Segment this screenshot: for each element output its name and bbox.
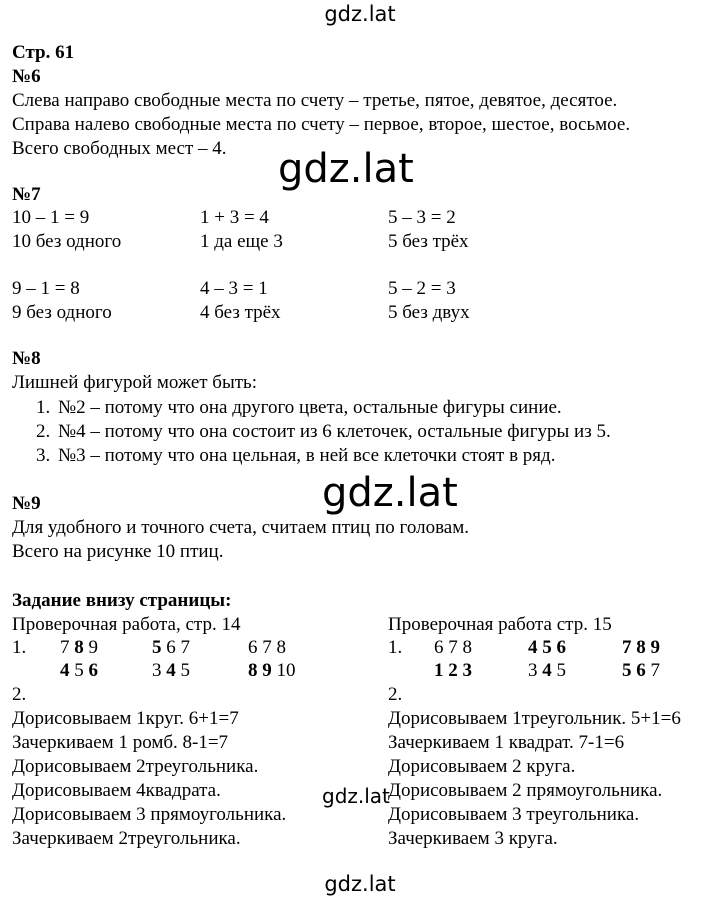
number-group: 5 6 7 (152, 637, 190, 658)
bottom-task-title: Задание внизу страницы: (12, 590, 232, 611)
watermark-bottom: gdz.lat (324, 872, 396, 896)
watermark-large: gdz.lat (322, 470, 458, 516)
task9-line: Для удобного и точного счета, считаем птиц по головам. (12, 517, 469, 538)
task7-equation: 4 – 3 = 1 (200, 278, 268, 299)
left-line: Зачеркиваем 2треугольника. (12, 828, 241, 849)
left-line: Дорисовываем 3 прямоугольника. (12, 804, 287, 825)
number-group: 8 9 10 (248, 660, 296, 681)
watermark-small: gdz.lat (322, 784, 390, 808)
number-group: 6 7 8 (248, 637, 286, 658)
left-line: Дорисовываем 2треугольника. (12, 756, 259, 777)
page-label: Стр. 61 (12, 42, 75, 63)
task7-equation: 9 – 1 = 8 (12, 278, 80, 299)
list-text: №2 – потому что она другого цвета, остальные фигуры синие. (58, 397, 562, 418)
right-header: Проверочная работа стр. 15 (388, 614, 612, 635)
task9-title: №9 (12, 493, 41, 514)
left-item-number: 2. (12, 684, 27, 705)
task6-line: Слева направо свободные места по счету – третье, пятое, девятое, десятое. (12, 90, 618, 111)
number-group: 4 5 6 (528, 637, 566, 658)
number-group: 5 6 7 (622, 660, 660, 681)
task8-intro: Лишней фигурой может быть: (12, 372, 257, 393)
task6-title: №6 (12, 66, 41, 87)
right-line: Дорисовываем 3 треугольника. (388, 804, 640, 825)
list-text: №4 – потому что она состоит из 6 клеточек, остальные фигуры из 5. (58, 421, 611, 442)
number-group: 4 5 6 (60, 660, 98, 681)
task7-equation: 10 – 1 = 9 (12, 207, 90, 228)
list-text: №3 – потому что она цельная, в ней все клеточки стоят в ряд. (58, 445, 556, 466)
list-number: 1. (36, 397, 51, 418)
left-line: Зачеркиваем 1 ромб. 8-1=7 (12, 732, 229, 753)
task7-phrase: 4 без трёх (200, 302, 281, 323)
left-item-number: 1. (12, 637, 27, 658)
number-group: 7 8 9 (60, 637, 98, 658)
task7-phrase: 5 без двух (388, 302, 470, 323)
task8-title: №8 (12, 348, 41, 369)
list-number: 3. (36, 445, 51, 466)
number-group: 7 8 9 (622, 637, 660, 658)
number-group: 3 4 5 (152, 660, 190, 681)
number-group: 6 7 8 (434, 637, 472, 658)
task6-line: Всего свободных мест – 4. (12, 138, 227, 159)
task9-line: Всего на рисунке 10 птиц. (12, 541, 224, 562)
right-item-number: 2. (388, 684, 403, 705)
left-header: Проверочная работа, стр. 14 (12, 614, 241, 635)
left-line: Дорисовываем 4квадрата. (12, 780, 221, 801)
task8-item (36, 445, 555, 467)
task7-phrase: 5 без трёх (388, 231, 469, 252)
right-line: Зачеркиваем 1 квадрат. 7-1=6 (388, 732, 625, 753)
list-number: 2. (36, 421, 51, 442)
task6-line: Справа налево свободные места по счету – первое, второе, шестое, восьмое. (12, 114, 631, 135)
task7-equation: 5 – 2 = 3 (388, 278, 456, 299)
right-item-number: 1. (388, 637, 403, 658)
task7-phrase: 1 да еще 3 (200, 231, 283, 252)
right-line: Дорисовываем 1треугольник. 5+1=6 (388, 708, 681, 729)
task7-phrase: 10 без одного (12, 231, 122, 252)
task8-item (36, 421, 611, 443)
left-line: Дорисовываем 1круг. 6+1=7 (12, 708, 239, 729)
task7-phrase: 9 без одного (12, 302, 112, 323)
right-line: Дорисовываем 2 прямоугольника. (388, 780, 663, 801)
number-group: 3 4 5 (528, 660, 566, 681)
task7-equation: 5 – 3 = 2 (388, 207, 456, 228)
task8-item (36, 397, 562, 419)
right-line: Дорисовываем 2 круга. (388, 756, 576, 777)
watermark-top: gdz.lat (324, 2, 396, 26)
number-group: 1 2 3 (434, 660, 472, 681)
watermark-large: gdz.lat (278, 146, 414, 192)
right-line: Зачеркиваем 3 круга. (388, 828, 558, 849)
task7-equation: 1 + 3 = 4 (200, 207, 269, 228)
task7-title: №7 (12, 184, 41, 205)
